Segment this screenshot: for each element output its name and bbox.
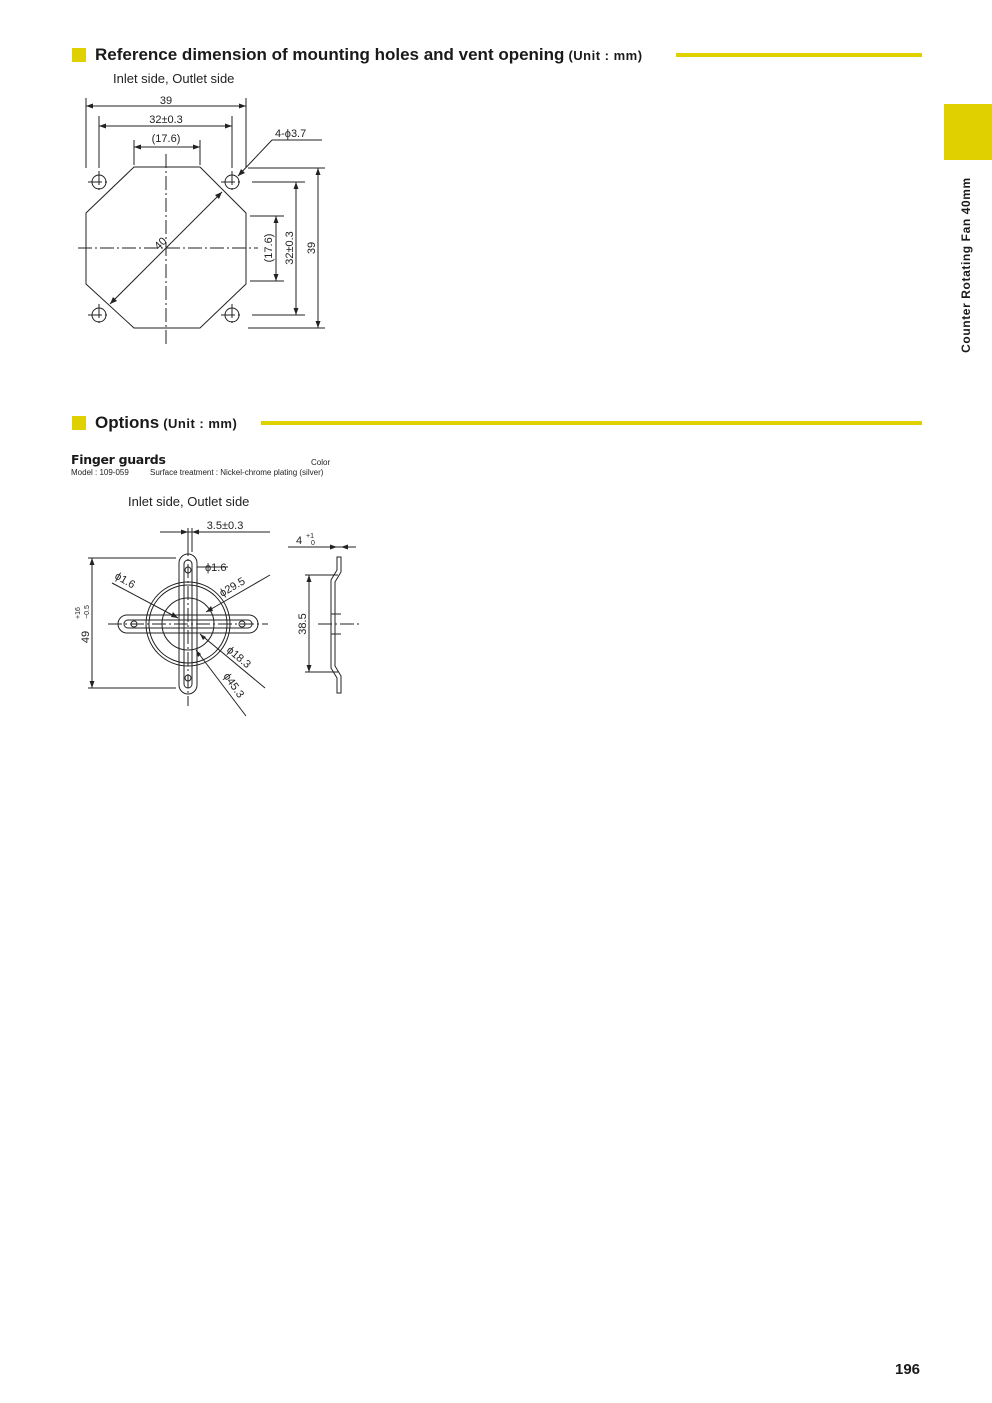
dim-ring-29-5: ϕ29.5: [217, 575, 248, 600]
drawing-caption: Inlet side, Outlet side: [128, 494, 250, 509]
page-number: 196: [895, 1361, 921, 1378]
dim-depth-value: 4: [296, 535, 303, 547]
section-title-text: Options: [95, 413, 160, 432]
dim-pitch-h: 32±0.3: [149, 114, 183, 126]
dim-ring-18-3: ϕ18.3: [224, 644, 253, 672]
dim-overall-tol-minus: −0.5: [84, 605, 91, 619]
dim-overall-value: 49: [80, 630, 92, 644]
dim-width: 39: [159, 95, 173, 107]
dim-ring-45-3: ϕ45.3: [220, 670, 247, 701]
color-label: Color: [311, 458, 331, 467]
dim-vent-h: (17.6): [151, 133, 181, 145]
dim-depth-tol-plus: +1: [306, 533, 314, 540]
unit-label: (Unit : mm): [568, 48, 643, 63]
dim-overall-tol-plus: +16: [75, 607, 82, 619]
dim-height: 38.5: [297, 613, 309, 635]
unit-label: (Unit : mm): [163, 416, 238, 431]
dim-diagonal: 40: [152, 235, 170, 253]
surface-text: Surface treatment : Nickel-chrome plating (silver): [150, 468, 324, 477]
model-text: Model : 109-059: [71, 468, 129, 477]
dim-holes: 4-ϕ3.7: [275, 128, 307, 140]
section-title-text: Reference dimension of mounting holes and vent opening: [95, 45, 565, 64]
dim-height: 39: [306, 241, 318, 255]
dim-wire-2: ϕ1.6: [205, 562, 227, 574]
dim-wire-1: ϕ1.6: [112, 570, 138, 592]
dim-pitch-v: 32±0.3: [284, 231, 296, 265]
dim-vent-v: (17.6): [263, 233, 275, 263]
dim-depth-tol-minus: 0: [311, 540, 315, 547]
product-title: Finger guards: [71, 452, 166, 467]
dim-offset: 3.5±0.3: [206, 520, 244, 532]
drawing-caption: Inlet side, Outlet side: [113, 71, 235, 86]
side-tab-label: Counter Rotating Fan 40mm: [959, 177, 973, 353]
